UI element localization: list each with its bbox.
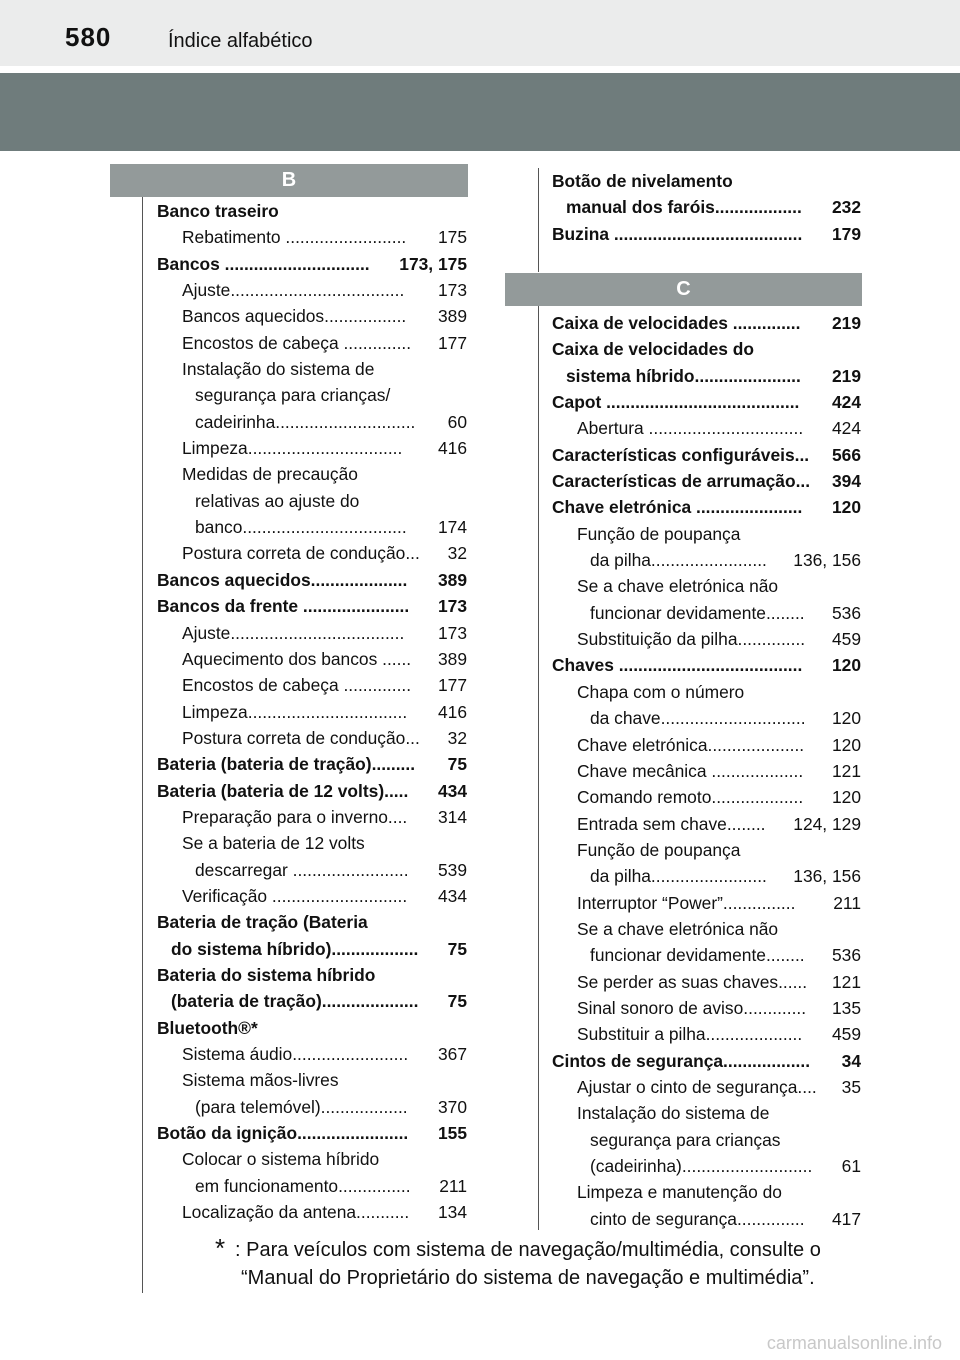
index-entry (552, 600, 861, 626)
index-entry (157, 198, 467, 224)
index-entry-text: em funcionamento............... (195, 1175, 411, 1196)
index-entry-page: 32 (447, 543, 467, 564)
index-entry (552, 1127, 861, 1153)
index-entry (157, 514, 467, 540)
index-entry-text: Características de arrumação... (552, 471, 811, 492)
index-entry-page: 424 (831, 392, 861, 413)
footnote-line-1: : Para veículos com sistema de navegação/multimédia, consulte o (235, 1239, 821, 1261)
index-entry-text: Bateria (bateria de 12 volts)..... (157, 780, 409, 801)
index-entry-page: 75 (447, 938, 467, 959)
index-entry-page: 219 (831, 313, 861, 333)
index-entry (157, 1041, 467, 1067)
index-entry (552, 1048, 861, 1074)
index-entry-page: 120 (831, 708, 861, 729)
index-entry-page: 136, 156 (793, 866, 861, 887)
index-entry (157, 909, 467, 935)
index-entry-page: 211 (833, 892, 861, 913)
index-entry-text: Ajuste.................................... (182, 280, 405, 301)
index-entry-text: (cadeirinha)........................... (590, 1156, 813, 1176)
index-entry-page: 416 (437, 438, 467, 459)
index-entry-text: segurança para crianças/ (195, 385, 391, 406)
index-entry-text: Postura correta de condução... (182, 543, 420, 564)
index-entry-text: funcionar devidamente........ (590, 945, 805, 966)
index-entry-page: 120 (831, 655, 861, 676)
index-entry (157, 1120, 467, 1146)
index-entry (552, 310, 861, 336)
index-entry-text: Bluetooth®* (157, 1017, 258, 1038)
index-entry (552, 389, 861, 415)
index-entry (157, 1067, 467, 1093)
index-entry (552, 194, 861, 220)
index-entry-text: Chave eletrónica.................... (577, 734, 805, 755)
index-entry-page: 60 (447, 411, 467, 432)
index-entry (552, 1153, 861, 1179)
index-entry-page: 459 (831, 629, 861, 650)
index-entry-text: Aquecimento dos bancos ...... (182, 648, 412, 669)
index-entry (552, 1074, 861, 1100)
index-entry-text: da chave.............................. (590, 708, 806, 729)
index-entry (157, 461, 467, 487)
index-entry-page: 424 (831, 418, 861, 439)
index-entry-text: Entrada sem chave........ (577, 813, 766, 834)
index-entry (157, 593, 467, 619)
index-entry (552, 916, 861, 942)
page-title: Índice alfabético (168, 30, 313, 52)
index-entry-page: 173 (437, 596, 467, 617)
index-entry-text: Se perder as suas chaves...... (577, 971, 808, 992)
index-entry (552, 1100, 861, 1126)
index-entry (552, 732, 861, 758)
index-entry (157, 435, 467, 461)
index-entry-page: 566 (831, 444, 861, 465)
index-entry (552, 363, 861, 389)
index-entry (157, 1146, 467, 1172)
index-entry-text: Se a bateria de 12 volts (182, 833, 365, 854)
index-entry-page: 120 (831, 497, 861, 518)
index-entry (157, 1173, 467, 1199)
index-entry-text: Substituir a pilha.................... (577, 1024, 803, 1045)
index-entry-text: sistema híbrido...................... (566, 365, 801, 386)
index-entry (157, 857, 467, 883)
index-entry-page: 173 (437, 280, 467, 301)
index-entry-page: 75 (447, 754, 467, 775)
index-entry-text: descarregar ........................ (195, 859, 409, 880)
index-entry-text: da pilha........................ (590, 866, 767, 887)
column-divider-right (538, 168, 539, 272)
footnote-marker: * (215, 1233, 226, 1263)
index-entry-text: Se a chave eletrónica não (577, 576, 779, 597)
index-entry-text: Colocar o sistema híbrido (182, 1149, 380, 1170)
column-divider-left (142, 197, 143, 1293)
index-entry-text: Rebatimento ......................... (182, 227, 407, 248)
footnote-line-2: “Manual do Proprietário do sistema de navegação e multimédia”. (241, 1267, 815, 1289)
index-entry (157, 1199, 467, 1225)
index-entry-page: 177 (437, 675, 467, 696)
index-entry-page: 124, 129 (793, 813, 861, 834)
index-entry (157, 330, 467, 356)
index-entry (552, 1206, 861, 1232)
index-entry-page: 417 (831, 1208, 861, 1229)
index-entry-page: 177 (437, 332, 467, 353)
index-entry-page: 135 (831, 997, 861, 1018)
index-entry (157, 488, 467, 514)
index-entry-text: Verificação ............................ (182, 885, 408, 906)
index-entry-text: Caixa de velocidades .............. (552, 313, 801, 333)
index-entry (552, 1021, 861, 1047)
index-entry (157, 672, 467, 698)
index-entry-text: Banco traseiro (157, 201, 279, 221)
index-entry (157, 962, 467, 988)
index-entry (157, 1015, 467, 1041)
index-entry-text: Localização da antena........... (182, 1202, 410, 1223)
index-entry (552, 890, 861, 916)
index-column-right (552, 310, 861, 1232)
index-entry-page: 174 (437, 517, 467, 538)
index-entry (552, 336, 861, 362)
index-entry-page: 134 (437, 1202, 467, 1223)
index-entry (157, 725, 467, 751)
index-entry (552, 547, 861, 573)
index-entry-page: 120 (831, 787, 861, 808)
index-entry-text: Interruptor “Power”............... (577, 892, 796, 913)
index-entry-text: Bancos aquecidos................. (182, 306, 407, 327)
index-entry (157, 804, 467, 830)
index-entry-page: 219 (831, 365, 861, 386)
index-entry-text: Limpeza................................ (182, 438, 403, 459)
index-entry (552, 969, 861, 995)
index-entry (157, 751, 467, 777)
index-entry-text: Bancos aquecidos.................... (157, 569, 408, 590)
index-entry-page: 120 (831, 734, 861, 755)
index-entry-text: Chave mecânica ................... (577, 760, 804, 781)
index-entry-page: 75 (447, 991, 467, 1012)
index-entry-page: 389 (437, 569, 467, 590)
index-column-left (157, 198, 467, 1225)
index-entry-page: 539 (437, 859, 467, 880)
index-entry-text: Buzina ....................................... (552, 223, 803, 244)
index-entry (157, 251, 467, 277)
index-entry-text: Encostos de cabeça .............. (182, 332, 412, 353)
watermark: carmanualsonline.info (766, 1333, 942, 1353)
index-entry (552, 784, 861, 810)
index-entry-page: 61 (841, 1156, 861, 1176)
index-entry-page: 32 (447, 727, 467, 748)
index-entry-page: 389 (437, 306, 467, 327)
index-entry-text: Bateria (bateria de tração)......... (157, 754, 416, 775)
index-entry-page: 389 (437, 648, 467, 669)
index-entry (552, 626, 861, 652)
index-entry-text: Instalação do sistema de (182, 359, 375, 380)
index-entry-page: 34 (841, 1050, 861, 1071)
index-entry-text: Limpeza e manutenção do (577, 1182, 782, 1203)
index-entry (157, 830, 467, 856)
index-entry-text: Encostos de cabeça .............. (182, 675, 412, 696)
index-entry (157, 988, 467, 1014)
index-entry (552, 415, 861, 441)
index-entry-text: cinto de segurança.............. (590, 1208, 805, 1229)
index-entry (552, 758, 861, 784)
index-entry-page: 136, 156 (793, 550, 861, 571)
index-entry (552, 995, 861, 1021)
index-entry (157, 699, 467, 725)
index-entry (157, 567, 467, 593)
index-entry-text: Medidas de precaução (182, 464, 358, 485)
index-entry-text: Bancos da frente ...................... (157, 596, 410, 617)
footnote (215, 1233, 875, 1292)
index-entry-text: Características configuráveis... (552, 444, 810, 465)
index-entry (552, 811, 861, 837)
index-entry-page: 314 (437, 806, 467, 827)
header-band (0, 73, 960, 151)
index-entry-text: Chaves ...................................... (552, 655, 803, 676)
index-entry-text: da pilha........................ (590, 550, 767, 571)
index-entry (552, 679, 861, 705)
index-entry (552, 652, 861, 678)
index-entry-page: 173, 175 (399, 253, 467, 274)
index-entry (552, 863, 861, 889)
index-entry-text: do sistema híbrido).................. (171, 938, 419, 959)
index-entry-text: cadeirinha............................. (195, 411, 416, 432)
index-entry-page: 179 (831, 223, 861, 244)
index-entry-text: Sinal sonoro de aviso............. (577, 997, 807, 1018)
index-entry-text: Botão da ignição....................... (157, 1123, 409, 1144)
index-entry-text: relativas ao ajuste do (195, 490, 360, 511)
index-entry-text: Capot ........................................ (552, 392, 800, 413)
index-entry (552, 942, 861, 968)
index-entry-text: Caixa de velocidades do (552, 339, 755, 360)
index-entry-page: 155 (437, 1123, 467, 1144)
index-entry-page: 173 (437, 622, 467, 643)
index-entry (552, 1179, 861, 1205)
index-entry-text: Postura correta de condução... (182, 727, 420, 748)
index-entry (157, 646, 467, 672)
index-entry (157, 382, 467, 408)
index-entry-page: 175 (437, 227, 467, 248)
index-entry-text: Ajustar o cinto de segurança.... (577, 1076, 817, 1097)
header-bar (0, 0, 960, 66)
index-entry (157, 303, 467, 329)
index-entry-text: Bateria de tração (Bateria (157, 912, 368, 933)
index-entry (552, 468, 861, 494)
index-entry-text: (para telemóvel).................. (195, 1096, 408, 1117)
index-entry-page: 121 (831, 971, 861, 992)
index-entry-text: banco.................................. (195, 517, 407, 538)
index-entry-page: 536 (831, 945, 861, 966)
index-entry-text: Bateria do sistema híbrido (157, 964, 376, 985)
index-entry-text: Limpeza................................. (182, 701, 408, 722)
index-entry (552, 494, 861, 520)
index-entry (157, 936, 467, 962)
index-entry-text: Função de poupança (577, 523, 741, 544)
column-divider-right-c (538, 306, 539, 1230)
index-entry (157, 356, 467, 382)
index-entry (157, 409, 467, 435)
index-entry-text: Chapa com o número (577, 681, 745, 702)
index-entry-text: (bateria de tração).................... (171, 991, 419, 1012)
index-entry-text: Comando remoto................... (577, 787, 804, 808)
index-entry (157, 778, 467, 804)
index-entry (552, 168, 861, 194)
index-entry-page: 536 (831, 602, 861, 623)
index-entry-text: Abertura ................................ (577, 418, 804, 439)
index-entry (157, 277, 467, 303)
index-entry (552, 705, 861, 731)
index-entry-page: 121 (831, 760, 861, 781)
index-entry-text: manual dos faróis.................. (566, 197, 802, 218)
index-entry-text: Botão de nivelamento (552, 171, 733, 191)
index-entry (552, 221, 861, 247)
index-entry (157, 540, 467, 566)
index-entry-text: Cintos de segurança.................. (552, 1050, 811, 1071)
index-entry (157, 224, 467, 250)
index-entry-page: 35 (841, 1076, 861, 1097)
index-entry-text: Ajuste.................................... (182, 622, 405, 643)
index-entry-text: Se a chave eletrónica não (577, 918, 779, 939)
index-entry-page: 370 (437, 1096, 467, 1117)
index-entry-text: segurança para crianças (590, 1129, 781, 1150)
index-entry (157, 1094, 467, 1120)
index-entry-text: Substituição da pilha.............. (577, 629, 806, 650)
index-entry (157, 620, 467, 646)
index-entry-page: 459 (831, 1024, 861, 1045)
index-entry-text: Bancos .............................. (157, 253, 370, 274)
index-entry-text: Instalação do sistema de (577, 1103, 770, 1124)
index-entry (552, 521, 861, 547)
index-entry-text: Chave eletrónica ...................... (552, 497, 803, 518)
index-entry-text: Preparação para o inverno.... (182, 806, 408, 827)
index-column-right-top (552, 168, 861, 247)
index-entry-text: funcionar devidamente........ (590, 602, 805, 623)
index-entry-page: 394 (831, 471, 861, 492)
index-entry (552, 573, 861, 599)
index-entry (552, 442, 861, 468)
index-entry-page: 434 (437, 885, 467, 906)
section-letter-c: C (505, 273, 862, 306)
index-entry-page: 211 (439, 1175, 467, 1196)
index-entry-page: 367 (437, 1044, 467, 1064)
index-entry-text: Sistema mãos-livres (182, 1070, 339, 1091)
index-entry-text: Função de poupança (577, 839, 741, 860)
index-entry-page: 434 (437, 780, 467, 801)
index-entry (552, 837, 861, 863)
index-entry-text: Sistema áudio........................ (182, 1044, 409, 1064)
index-entry-page: 416 (437, 701, 467, 722)
index-entry-page: 232 (831, 197, 861, 218)
page-number: 580 (65, 22, 112, 52)
index-entry (157, 883, 467, 909)
section-letter-b: B (110, 164, 468, 197)
